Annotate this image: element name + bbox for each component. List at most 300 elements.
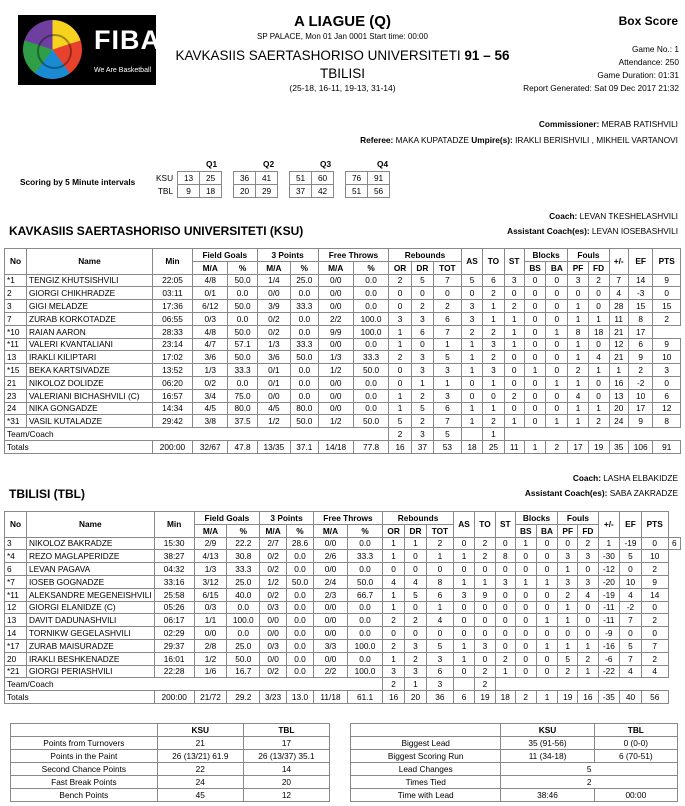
stat-cell: 3 [411,364,433,377]
stat-cell: 4/5 [257,402,290,415]
totals-cell: 56 [641,691,668,704]
player-number: 7 [5,312,27,325]
stat-cell: 0.0 [353,287,388,300]
stat-cell: 3/6 [257,351,290,364]
interval-gap [222,172,234,185]
stat-cell: 3/6 [193,351,228,364]
col-dr: DR [411,261,433,274]
col-pts: PTS [641,512,668,538]
player-row [5,287,681,300]
totals-label: Totals [5,440,153,453]
stat-cell: 0.0 [291,376,318,389]
player-name: IRAKLI BESHKENADZE [27,652,155,665]
team-stat-cell: 1 [405,678,427,691]
stat-cell: 3 [578,550,598,563]
interval-cell: 37 [290,185,312,198]
stat-cell: -11 [598,614,620,627]
summary-value: 22 [157,763,243,776]
stat-cell: 8 [568,325,588,338]
stat-cell: 50.0 [228,274,257,287]
player-number: *10 [5,325,27,338]
intervals-row-tbl [156,185,390,198]
stat-cell: 50.0 [348,575,383,588]
stat-cell: 0/0 [318,389,353,402]
stat-cell: 2/2 [318,312,353,325]
stat-cell: 1 [383,537,405,550]
stat-cell: -20 [598,575,620,588]
team-coach-label: Team/Coach [5,428,389,441]
coach-name: LEVAN TKESHELASHVILI [579,211,678,221]
stat-cell: 0 [536,665,558,678]
interval-gap [334,185,346,198]
stat-cell: 2/6 [313,550,347,563]
stat-cell: 100.0 [353,312,388,325]
player-name: REZO MAGLAPERIDZE [27,550,155,563]
stat-cell: 7 [620,652,642,665]
stat-cell: 1 [461,402,482,415]
interval-cell: 36 [234,172,256,185]
summary-label: Bench Points [11,789,158,802]
away-score: 56 [494,48,510,63]
stat-cell: 6/15 [194,588,227,601]
stat-cell: 1 [383,588,405,601]
stat-cell: 0 [495,614,515,627]
stat-cell: 2 [389,274,412,287]
stat-cell: 0.0 [353,402,388,415]
stat-cell: 18 [588,325,609,338]
stat-cell: 2 [411,415,433,428]
stat-cell: 3 [389,312,412,325]
totals-cell: 37.1 [291,440,318,453]
totals-cell: 18 [461,440,482,453]
col-as: AS [454,512,475,538]
player-number: *15 [5,364,27,377]
stat-cell: 3 [454,588,475,601]
stat-cell: 2 [389,351,412,364]
player-row [5,588,681,601]
stat-cell: 3 [504,274,524,287]
team-coach-label: Team/Coach [5,678,383,691]
stat-cell: 0 [546,300,568,313]
stat-cell: 14 [628,274,652,287]
stat-cell: 6/12 [193,300,228,313]
summary-value: 38:46 [501,789,594,802]
stat-cell: 0 [495,639,515,652]
stat-cell: 100.0 [348,639,383,652]
stat-cell: -16 [598,639,620,652]
player-name: RAIAN AARON [27,325,153,338]
stat-cell: 0/2 [260,665,287,678]
stat-cell: 0 [653,287,681,300]
player-name: GIORGI CHIKHRADZE [27,287,153,300]
col-pf: PF [558,524,578,537]
stat-cell: 06:55 [153,312,193,325]
totals-cell: 29.2 [227,691,260,704]
summary-value: 0 (0-0) [594,737,677,750]
stat-cell: 0 [461,389,482,402]
summary-row [11,776,330,789]
stat-cell: 3 [475,639,496,652]
col-blocks: Blocks [515,512,558,525]
totals-cell: 2 [546,440,568,453]
stat-cell: 11 [609,312,628,325]
player-name: GIORGI ELANIDZE (C) [27,601,155,614]
stat-cell: 9 [475,588,496,601]
player-name: ZURAB MAISURADZE [27,639,155,652]
stat-cell: 3 [405,639,427,652]
stat-cell: 1/2 [318,415,353,428]
col-ef: EF [620,512,642,538]
stat-cell: 0.0 [287,652,314,665]
player-name: LEVAN PAGAVA [27,563,155,576]
assistant-label: Assistant Coach(es): [507,226,590,236]
stat-cell: 17:36 [153,300,193,313]
interval-cell: 18 [200,185,222,198]
summary-value: 20 [243,776,329,789]
stat-cell: 3/12 [194,575,227,588]
col-no: No [5,249,27,275]
stat-cell: 50.0 [227,652,260,665]
summary-col-header: KSU [157,724,243,737]
stat-cell: 1 [588,312,609,325]
stat-cell: 1/2 [260,575,287,588]
stat-cell: 50.0 [228,351,257,364]
stat-cell: 1 [568,312,588,325]
stat-cell: 2 [475,550,496,563]
col-bs: BS [515,524,536,537]
stat-cell: 0 [405,627,427,640]
stat-cell: 1/2 [318,364,353,377]
stat-cell: 3 [653,364,681,377]
stat-cell: 0 [515,627,536,640]
stat-cell: -9 [598,627,620,640]
stat-cell: 21 [609,351,628,364]
stat-cell: 4 [588,351,609,364]
player-number: *17 [5,639,27,652]
stat-cell: 30.8 [227,550,260,563]
player-row [5,601,681,614]
stat-cell: 4/8 [193,274,228,287]
player-number: 12 [5,601,27,614]
stat-cell: 0.0 [353,300,388,313]
stat-cell: 28:33 [153,325,193,338]
col-st: ST [504,249,524,275]
stat-cell: 03:11 [153,287,193,300]
intervals-team: TBL [157,186,174,196]
stat-cell: 04:32 [154,563,194,576]
game-duration: Game Duration: 01:31 [597,70,679,80]
stat-cell: 0 [515,550,536,563]
stat-cell: 0 [546,402,568,415]
stat-cell: 3 [558,550,578,563]
stat-cell: 3 [405,665,427,678]
stat-cell: 1 [546,325,568,338]
stat-cell: 1/3 [194,563,227,576]
stat-cell: 3 [411,351,433,364]
stat-cell: 1 [578,665,598,678]
stat-cell: 33.3 [348,550,383,563]
stat-cell: 25.0 [227,575,260,588]
totals-cell: 2 [515,691,536,704]
stat-cell: 0/0 [257,389,290,402]
stat-cell: 1 [411,376,433,389]
stat-cell: 0/3 [260,601,287,614]
header-row [5,512,681,525]
stat-cell: 0 [454,665,475,678]
team1-coach [300,211,678,221]
stat-cell: 2 [426,537,453,550]
stat-cell: 3/3 [313,639,347,652]
player-name: ALEKSANDRE MEGENEISHVILI [27,588,155,601]
logo-text: FIBA [94,25,161,55]
stat-cell: 38:27 [154,550,194,563]
team-stat-cell: 2 [389,428,412,441]
stat-cell: 0 [524,415,545,428]
col-tot: TOT [426,524,453,537]
stat-cell: 1 [578,639,598,652]
stat-cell: 1 [383,601,405,614]
stat-cell: 15:30 [154,537,194,550]
stat-cell: 2 [405,614,427,627]
stat-cell: 5 [405,588,427,601]
stat-cell: 5 [558,652,578,665]
summary-col-header [11,724,158,737]
col-pct: % [287,524,314,537]
stat-cell: 1 [383,550,405,563]
stat-cell: 1 [389,325,412,338]
stat-cell: 3 [558,575,578,588]
player-number: 13 [5,614,27,627]
team-stat-cell: 3 [426,678,453,691]
stat-cell: 06:17 [154,614,194,627]
stat-cell: 0/0 [318,300,353,313]
stat-cell: 0.0 [353,274,388,287]
stat-cell: 3 [461,312,482,325]
stat-cell: 9 [628,351,652,364]
player-number: 21 [5,376,27,389]
stat-cell: 0 [454,614,475,627]
col-to: TO [483,249,504,275]
stat-cell: 0 [475,601,496,614]
stat-cell: 1 [461,338,482,351]
stat-cell: 1 [433,338,461,351]
coach-label: Coach: [572,473,601,483]
stat-cell: 0 [546,351,568,364]
summary-header [351,724,678,737]
stat-cell: 22.2 [227,537,260,550]
stat-cell: 2 [495,652,515,665]
stat-cell: 1 [433,376,461,389]
team2-coach [300,473,678,483]
stat-cell: 0 [588,287,609,300]
stat-cell: 0 [454,601,475,614]
col-tot: TOT [433,261,461,274]
summary-value: 00:00 [594,789,677,802]
stat-cell: 0.0 [228,312,257,325]
player-row [5,550,681,563]
stat-cell: 0 [546,338,568,351]
summary-col-header [351,724,501,737]
stat-cell: 0/2 [260,588,287,601]
player-row [5,274,681,287]
player-name: NIKOLOZ DOLIDZE [27,376,153,389]
stat-cell: 1 [609,364,628,377]
stat-cell: 4 [620,665,642,678]
stat-cell: 9 [653,338,681,351]
totals-cell: 16 [383,691,405,704]
stat-cell: 0 [524,300,545,313]
stat-cell: 4 [405,575,427,588]
stat-cell: 2 [411,389,433,402]
stat-cell: 8 [628,312,652,325]
totals-cell: 13/35 [257,440,290,453]
league-title: A LIAGUE (Q) [294,13,391,30]
totals-cell: 14/18 [318,440,353,453]
stat-cell: 0.0 [287,665,314,678]
stat-cell: 0/1 [257,376,290,389]
player-row [5,627,681,640]
stat-cell: 9 [628,415,652,428]
stat-cell: 0 [620,563,642,576]
col-pct: % [348,524,383,537]
stat-cell: 2 [641,563,668,576]
col-plus-minus: +/- [598,512,620,538]
summary-label: Fast Break Points [11,776,158,789]
fiba-logo [18,15,161,85]
stat-cell: 4 [609,287,628,300]
player-number: *11 [5,338,27,351]
stat-cell: 0/0 [313,614,347,627]
stat-cell: 2/8 [194,639,227,652]
stat-cell: 2/7 [260,537,287,550]
stat-cell: 05:26 [154,601,194,614]
stat-cell: 0/0 [318,287,353,300]
stat-cell: 5 [461,274,482,287]
stat-cell: 1 [546,415,568,428]
col-ba: BA [536,524,558,537]
stat-cell: -12 [598,563,620,576]
stat-cell: 2 [588,274,609,287]
stat-cell: 1 [598,537,620,550]
team-stat-cell: 5 [433,428,461,441]
stat-cell: 8 [653,415,681,428]
stat-cell: 02:29 [154,627,194,640]
player-number: *31 [5,415,27,428]
points-summary-table [10,723,330,802]
stat-cell: 0 [495,601,515,614]
player-number: *11 [5,588,27,601]
player-name: VALERI KVANTALIANI [27,338,153,351]
col-ma: M/A [260,524,287,537]
stat-cell: 3 [433,389,461,402]
stat-cell: 0.0 [287,627,314,640]
col-ma: M/A [194,524,227,537]
totals-cell: 91 [653,440,681,453]
totals-cell: 19 [558,691,578,704]
stat-cell: 6 [411,325,433,338]
stat-cell: 0.0 [348,614,383,627]
stat-cell: 0 [641,537,668,550]
col-free-throws: Free Throws [318,249,389,262]
interval-cell: 42 [312,185,334,198]
venue-line: SP PALACE, Mon 01 Jan 0001 Start time: 00:00 [257,32,428,41]
stat-cell: 7 [620,614,642,627]
stat-cell: 12 [653,402,681,415]
stat-cell: 0 [515,588,536,601]
stat-cell: 2 [641,652,668,665]
col-to: TO [475,512,496,538]
basketball-logo-icon [23,20,82,79]
stat-cell: 2 [568,364,588,377]
commissioner-line [300,119,678,129]
stat-cell: 0 [536,601,558,614]
stat-cell: 6 [426,665,453,678]
stat-cell: 1 [536,614,558,627]
score-dash: – [483,48,491,63]
interval-gap [334,172,346,185]
stat-cell: 0 [433,287,461,300]
stat-cell: 2 [475,665,496,678]
referee-label: Referee: [360,135,394,145]
player-row [5,312,681,325]
totals-cell: 3/23 [260,691,287,704]
totals-cell: 6 [454,691,475,704]
doc-type: Box Score [618,14,678,28]
stat-cell: 2 [628,364,652,377]
stat-cell: 0 [515,652,536,665]
stat-cell: 0 [475,652,496,665]
assistant-name: SABA ZAKRADZE [609,488,678,498]
player-number: 6 [5,563,27,576]
summary-label: Biggest Lead [351,737,501,750]
stat-cell: -11 [598,601,620,614]
stat-cell: -3 [628,287,652,300]
team-stat-cell [461,428,482,441]
player-row [5,563,681,576]
summary-value: 26 (13/37) 35.1 [243,750,329,763]
stat-cell: 1/3 [318,351,353,364]
player-name: IRAKLI KILIPTARI [27,351,153,364]
stat-cell: 0 [536,652,558,665]
col-rebounds: Rebounds [389,249,462,262]
stat-cell: 0/3 [193,312,228,325]
summary-value: 17 [243,737,329,750]
stat-cell: 0.0 [287,563,314,576]
stat-cell: 5 [620,639,642,652]
commissioner-label: Commissioner: [538,119,600,129]
stat-cell: 0 [495,588,515,601]
stat-cell: 1 [536,639,558,652]
totals-cell: 200:00 [154,691,194,704]
stat-cell: 1 [383,652,405,665]
player-name: VASIL KUTALADZE [27,415,153,428]
stat-cell: 33:16 [154,575,194,588]
team1-assistant [300,226,678,236]
stat-cell: 10 [628,389,652,402]
stat-cell: 0 [546,312,568,325]
commissioner-name: MERAB RATISHVILI [601,119,678,129]
stat-cell: 3 [483,338,504,351]
coach-label: Coach: [549,211,578,221]
col-pts: PTS [653,249,681,275]
stat-cell: 2 [433,300,461,313]
totals-cell: 37 [411,440,433,453]
stat-cell: 1 [546,376,568,389]
stat-cell: 50.0 [353,364,388,377]
team1-box-score [4,248,681,454]
intervals-table [156,171,390,198]
stat-cell: 0/3 [194,601,227,614]
